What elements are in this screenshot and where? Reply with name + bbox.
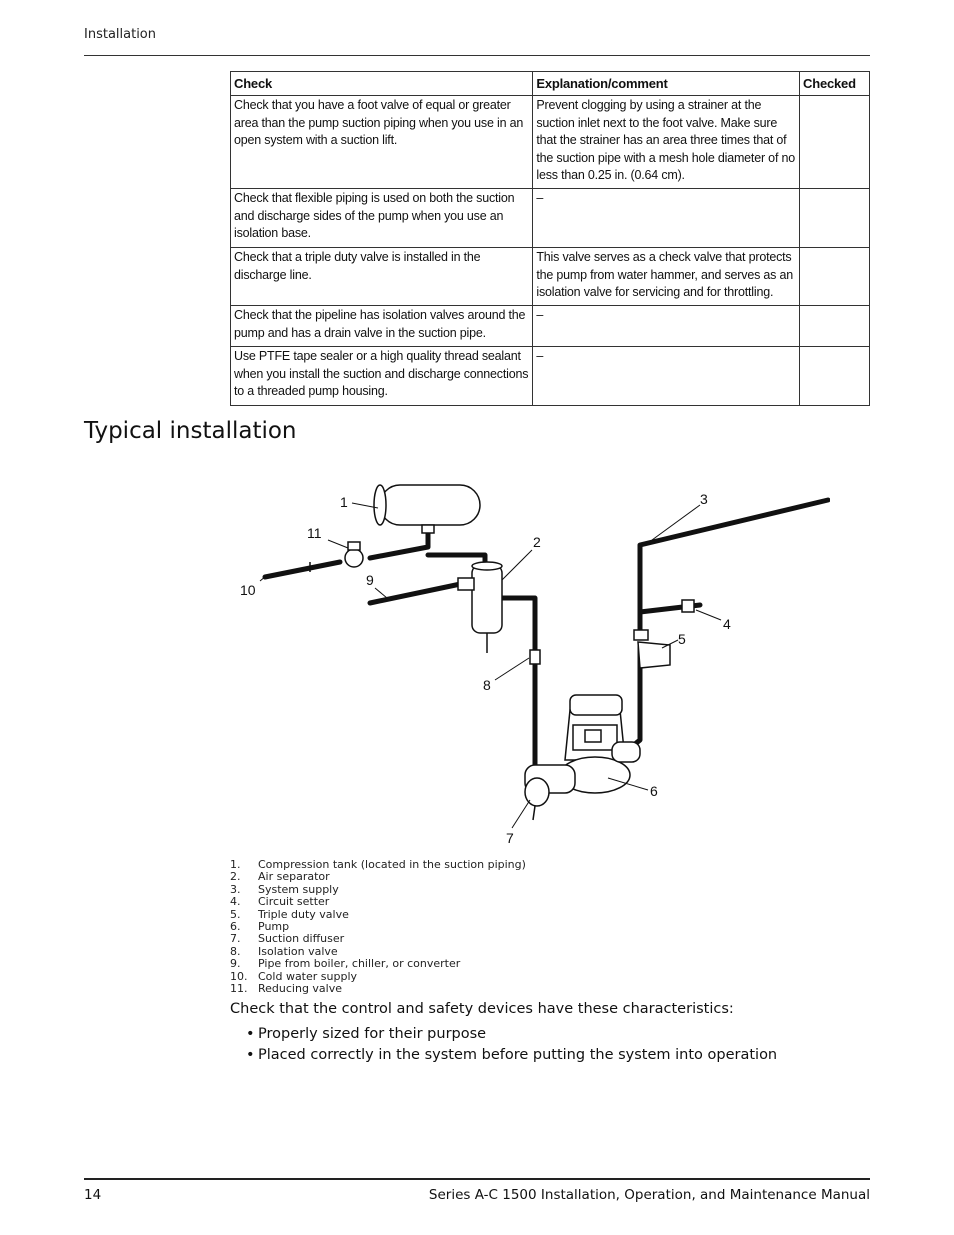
callout-4: 4 xyxy=(723,616,731,632)
table-row xyxy=(231,347,870,406)
leader-11 xyxy=(328,540,348,548)
check-cell: Check that you have a foot valve of equal or greater area than the pump suction piping when you use in an open system with a suction lift. xyxy=(231,96,533,189)
legend-text: Compression tank (located in the suction piping) xyxy=(258,858,526,871)
leader-4 xyxy=(696,610,721,620)
callout-7: 7 xyxy=(506,830,514,846)
callout-10: 10 xyxy=(240,582,256,598)
discharge-pipe xyxy=(625,645,640,752)
legend-text: System supply xyxy=(258,882,339,896)
check-cell: Check that flexible piping is used on both the suction and discharge sides of the pump when you use an isolation base. xyxy=(231,189,533,248)
isolation-valve xyxy=(530,650,540,664)
callout-2: 2 xyxy=(533,534,541,550)
list-item: • Properly sized for their purpose xyxy=(246,1024,777,1045)
leader-2 xyxy=(502,550,532,580)
comment-cell: – xyxy=(533,347,800,406)
header-rule xyxy=(84,55,870,56)
cold-water-pipe xyxy=(265,562,340,577)
legend-number: 4. xyxy=(230,895,241,909)
checked-cell xyxy=(800,347,870,406)
body-intro: Check that the control and safety devices have these characteristics: xyxy=(230,1001,734,1017)
leader-8 xyxy=(495,658,529,680)
comment-cell: This valve serves as a check valve that protects the pump from water hammer, and serves as an isolation valve for servicing and for throttling. xyxy=(533,248,800,306)
checked-cell xyxy=(800,306,870,347)
callout-1: 1 xyxy=(340,494,348,510)
comment-cell: – xyxy=(533,189,800,248)
legend-number: 2. xyxy=(230,870,241,884)
legend-number: 11. xyxy=(230,982,248,996)
legend-number: 1. xyxy=(230,858,241,871)
legend-number: 6. xyxy=(230,920,241,934)
comment-cell: – xyxy=(533,306,800,347)
column-header-checked: Checked xyxy=(800,72,870,96)
table-row xyxy=(231,189,870,248)
callout-11: 11 xyxy=(307,525,322,541)
legend-text: Cold water supply xyxy=(258,969,358,983)
document-title: Series A-C 1500 Installation, Operation, and Maintenance Manual xyxy=(428,1187,870,1203)
suction-pipe xyxy=(500,598,535,765)
checked-cell xyxy=(800,189,870,248)
legend-text: Suction diffuser xyxy=(258,932,345,946)
check-cell: Check that a triple duty valve is installed in the discharge line. xyxy=(231,248,533,306)
section-title: Typical installation xyxy=(84,418,297,444)
suction-diffuser xyxy=(525,765,575,820)
callout-8: 8 xyxy=(483,677,491,693)
leader-7 xyxy=(512,800,530,828)
boiler-pipe xyxy=(370,582,470,603)
legend-text: Reducing valve xyxy=(258,982,343,996)
table-row xyxy=(231,96,870,189)
callout-9: 9 xyxy=(366,572,374,588)
check-cell: Check that the pipeline has isolation valves around the pump and has a drain valve in the suction pipe. xyxy=(231,306,533,347)
legend-number: 7. xyxy=(230,932,241,946)
check-cell: Use PTFE tape sealer or a high quality thread sealant when you install the suction and discharge connections to a threaded pump housing. xyxy=(231,347,533,406)
legend-text: Isolation valve xyxy=(258,944,338,958)
typical-installation-diagram xyxy=(230,470,830,855)
comment-cell: Prevent clogging by using a strainer at the suction inlet next to the foot valve. Make sure that the strainer has an area three times that of the suction pipe with a mesh hole diameter of no less than 0.25 in. (0.64 cm). xyxy=(533,96,800,189)
running-header: Installation xyxy=(84,27,157,42)
column-header-check: Check xyxy=(231,72,533,96)
characteristics-list xyxy=(246,1024,777,1066)
legend-number: 3. xyxy=(230,882,241,896)
footer-rule xyxy=(84,1178,870,1180)
table-row xyxy=(231,306,870,347)
callout-3: 3 xyxy=(700,491,708,507)
legend-text: Pump xyxy=(258,920,290,934)
legend-text: Circuit setter xyxy=(258,895,330,909)
legend-text: Triple duty valve xyxy=(258,907,349,921)
legend-text: Air separator xyxy=(258,870,330,884)
legend-number: 9. xyxy=(230,957,241,971)
list-item: • Placed correctly in the system before putting the system into operation xyxy=(246,1045,777,1066)
callout-6: 6 xyxy=(650,783,658,799)
compression-tank xyxy=(374,485,480,533)
table-header-row xyxy=(231,72,870,96)
legend-number: 10. xyxy=(230,969,248,983)
leader-9 xyxy=(375,588,387,598)
air-separator xyxy=(458,562,502,653)
installation-checklist-table xyxy=(230,71,870,406)
callout-5: 5 xyxy=(678,631,686,647)
circuit-setter xyxy=(682,600,694,612)
legend-text: Pipe from boiler, chiller, or converter xyxy=(258,957,461,971)
column-header-explanation: Explanation/comment xyxy=(533,72,800,96)
table-row xyxy=(231,248,870,306)
triple-duty-valve xyxy=(634,630,670,668)
legend-number: 5. xyxy=(230,907,241,921)
reducing-line xyxy=(370,530,428,558)
legend-number: 8. xyxy=(230,944,241,958)
checked-cell xyxy=(800,248,870,306)
checked-cell xyxy=(800,96,870,189)
diagram-legend xyxy=(230,859,526,995)
legend-item xyxy=(230,983,526,995)
page-number: 14 xyxy=(84,1187,102,1203)
